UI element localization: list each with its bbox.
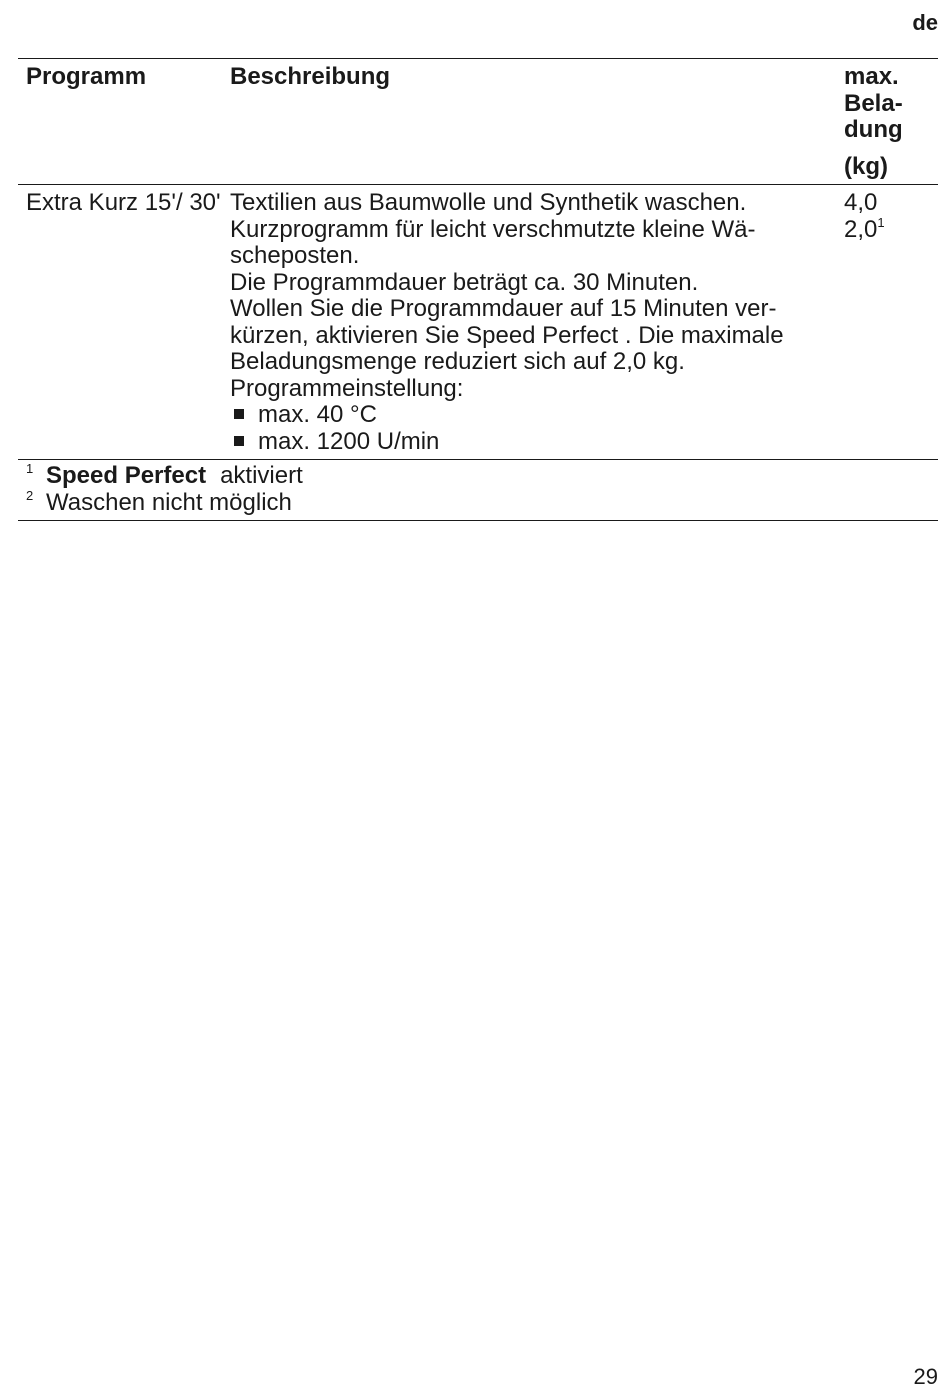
- footnote-text: aktiviert: [220, 462, 303, 489]
- page-number: 29: [913, 1364, 938, 1389]
- table-row: [18, 185, 938, 460]
- header-load-unit: (kg): [844, 152, 888, 180]
- header-description: Beschreibung: [230, 63, 391, 90]
- load-primary: 4,0: [844, 189, 878, 216]
- description-line: scheposten.: [230, 242, 360, 269]
- description-line: kürzen, aktivieren Sie Speed Perfect . Die maximale: [230, 321, 784, 349]
- header-load-line: dung: [844, 116, 903, 143]
- footnote-2: 2 Waschen nicht möglich: [26, 488, 292, 516]
- bullet-square-icon: [234, 409, 244, 419]
- program-description: [230, 185, 844, 460]
- description-line: Beladungsmenge reduziert sich auf 2,0 kg.: [230, 348, 685, 375]
- footnote-term: Speed Perfect: [46, 462, 207, 489]
- setting-item: [230, 429, 844, 456]
- footnote-1: 1 Speed Perfect aktiviert: [26, 461, 303, 489]
- table-header-row: [18, 59, 938, 185]
- language-tag: de: [912, 10, 938, 35]
- program-name: Extra Kurz 15'/ 30': [26, 189, 221, 216]
- footnote-text: Waschen nicht möglich: [46, 489, 292, 516]
- bullet-square-icon: [234, 436, 244, 446]
- setting-text: max. 1200 U/min: [258, 427, 440, 455]
- load-secondary: [844, 214, 938, 244]
- max-load-values: [844, 185, 938, 460]
- setting-item: [230, 402, 844, 429]
- setting-text: max. 40 °C: [258, 401, 377, 428]
- footnote-ref: 1: [877, 214, 885, 230]
- program-table: [18, 58, 938, 460]
- description-line: Textilien aus Baumwolle und Synthetik waschen.: [230, 189, 747, 216]
- header-program: Programm: [26, 63, 147, 90]
- description-line: Die Programmdauer beträgt ca. 30 Minuten.: [230, 268, 699, 296]
- description-line: Wollen Sie die Programmdauer auf 15 Minuten ver-: [230, 295, 777, 322]
- description-line: Kurzprogramm für leicht verschmutzte kleine Wä-: [230, 215, 756, 243]
- header-max-load: [844, 59, 938, 185]
- footnotes: [18, 462, 938, 521]
- description-line: Programmeinstellung:: [230, 374, 464, 402]
- header-load-line: max.: [844, 63, 899, 90]
- header-load-line: Bela-: [844, 89, 903, 117]
- load-secondary-value: 2,0: [844, 215, 878, 243]
